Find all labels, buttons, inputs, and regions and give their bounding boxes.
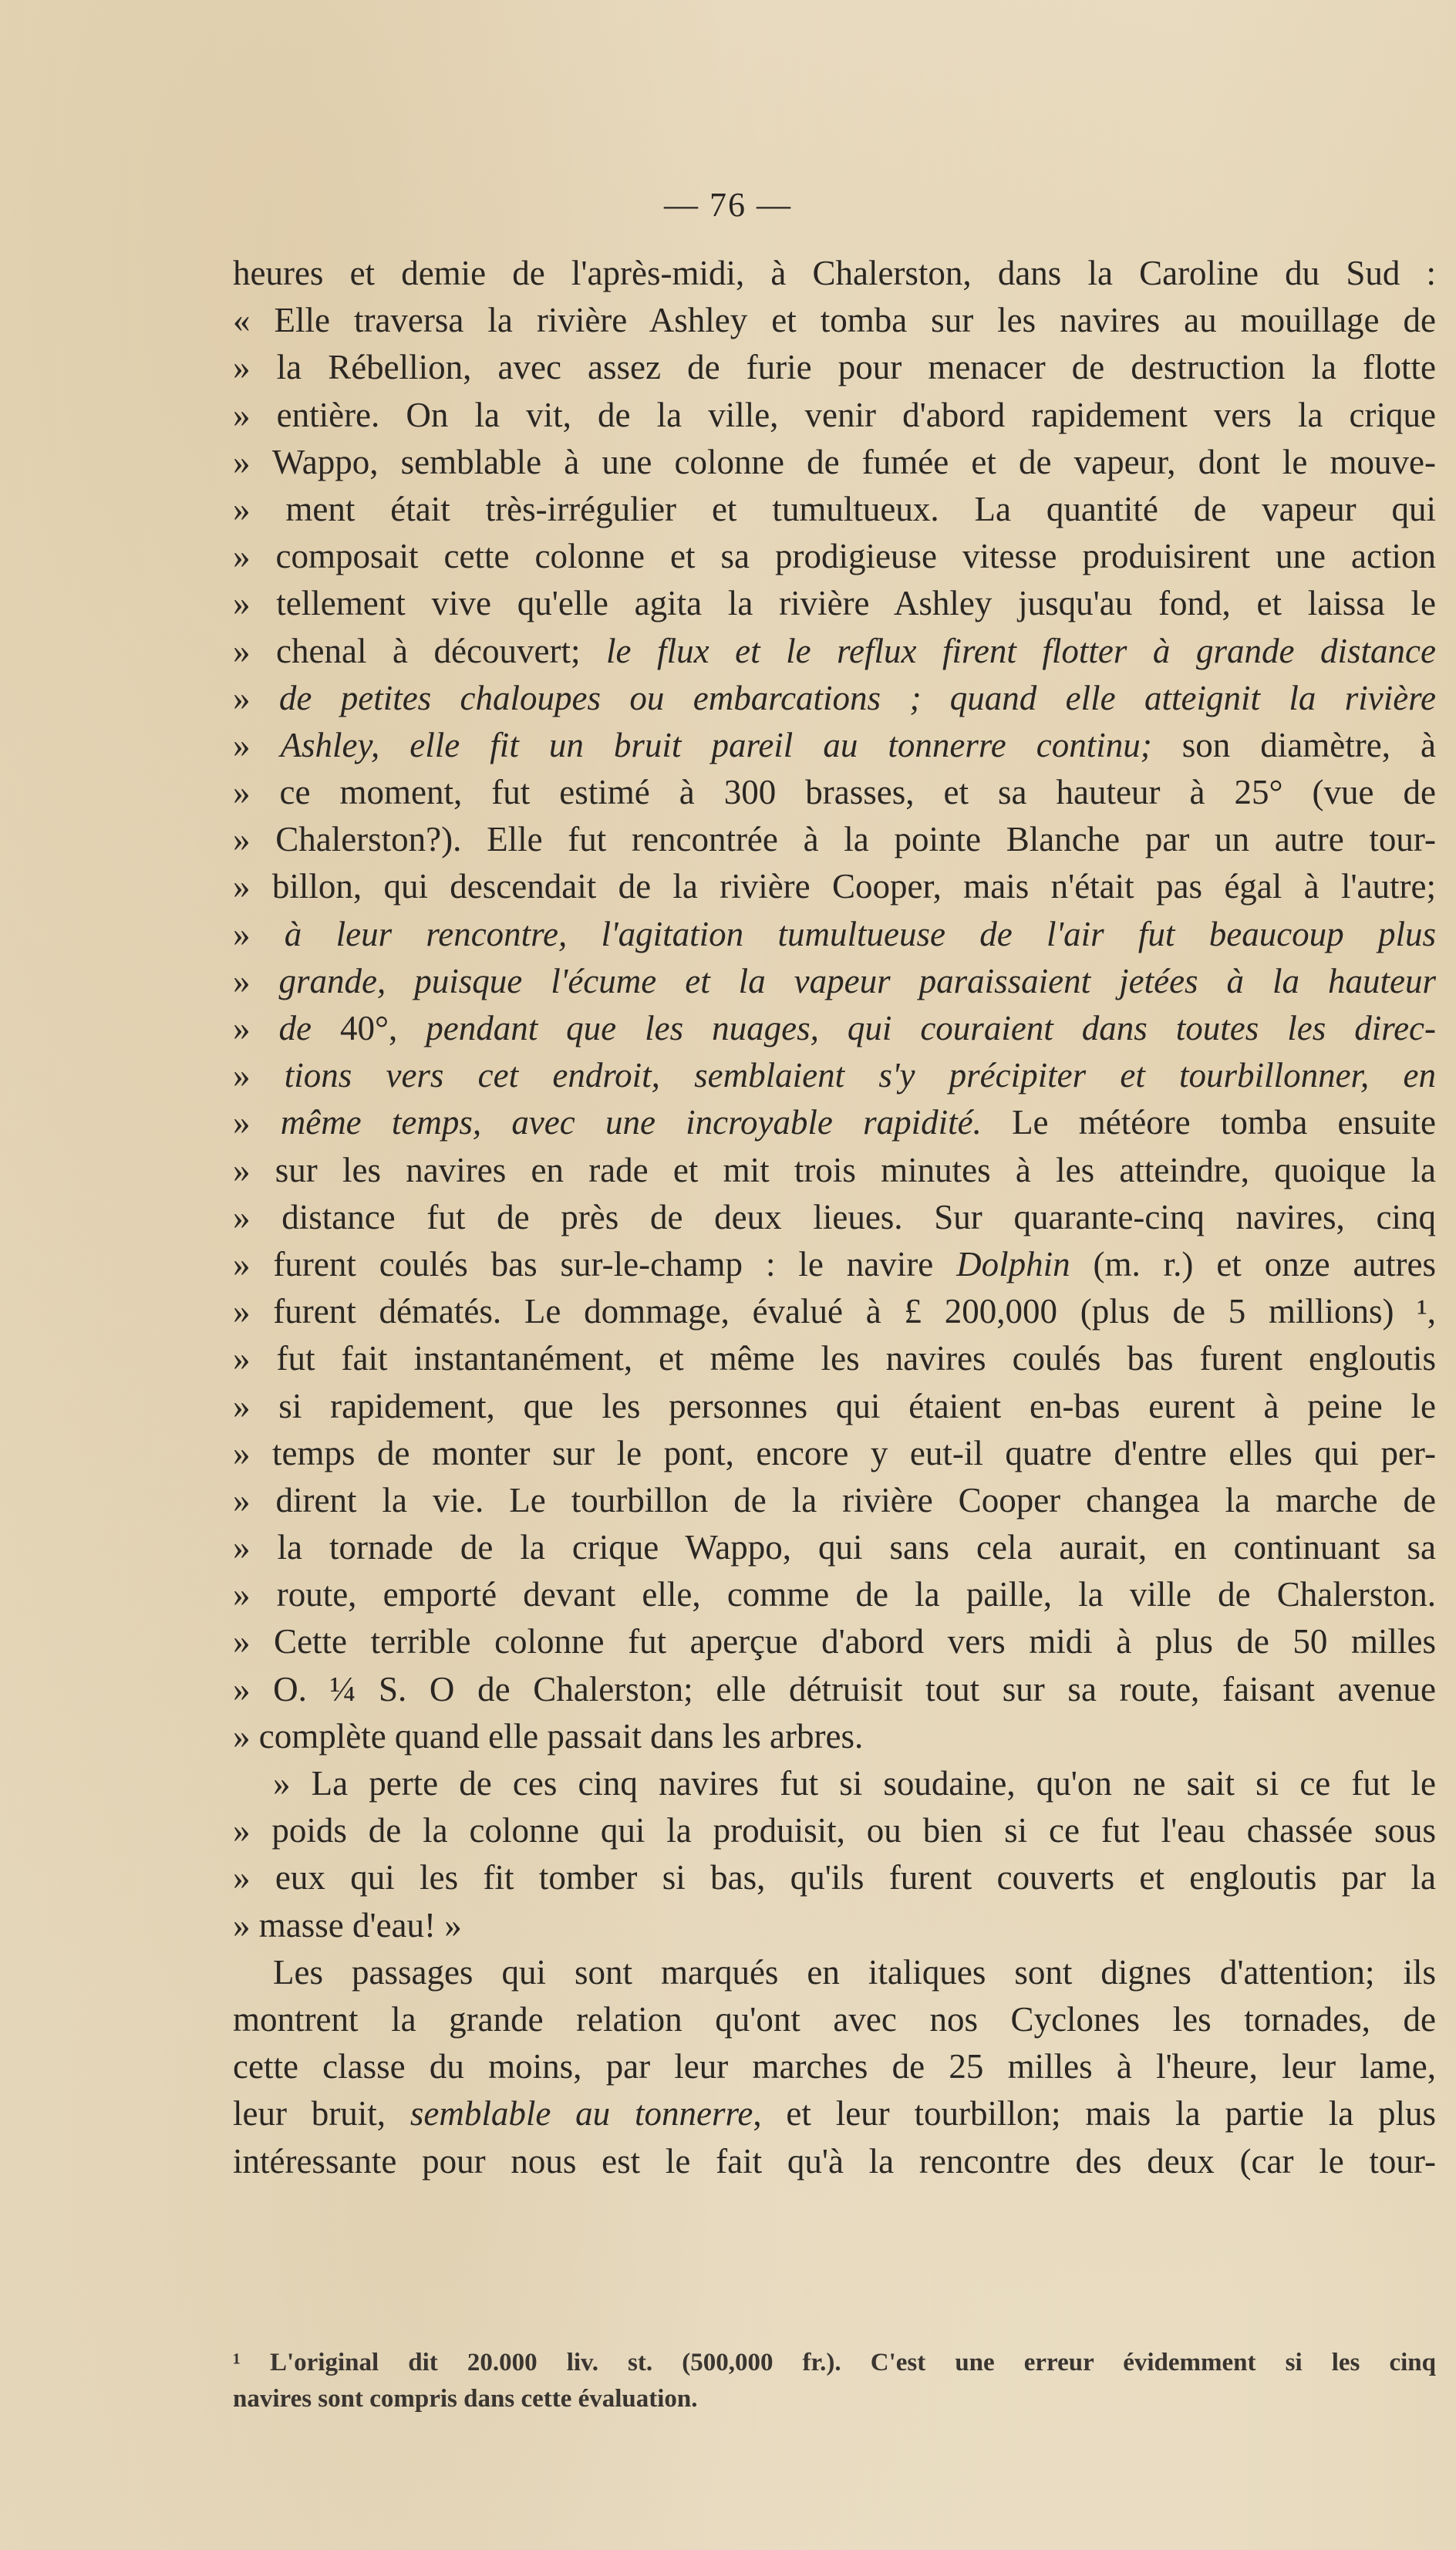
italic-segment: Ashley, elle fit un bruit pareil au tonnerre continu; xyxy=(280,725,1152,764)
text-line xyxy=(233,297,1436,344)
text-segment: » dirent la vie. Le tourbillon de la rivière Cooper changea la marche de xyxy=(233,1480,1436,1520)
text-segment: » billon, qui descendait de la rivière Cooper, mais n'était pas égal à l'autre; xyxy=(233,867,1436,906)
text-segment: » masse d'eau! » xyxy=(233,1905,462,1945)
text-line xyxy=(233,863,1436,910)
text-segment: « Elle traversa la rivière Ashley et tomba sur les navires au mouillage de xyxy=(233,301,1436,340)
text-segment: » sur les navires en rade et mit trois minutes à les atteindre, quoique la xyxy=(233,1150,1436,1189)
text-line xyxy=(233,1335,1436,1382)
text-line xyxy=(233,958,1436,1005)
text-line xyxy=(233,439,1436,486)
text-line xyxy=(233,1383,1436,1430)
text-segment: » xyxy=(233,961,279,1000)
text-line xyxy=(233,1288,1436,1335)
text-segment: » ce moment, fut estimé à 300 brasses, et sa hauteur à 25° (vue de xyxy=(233,773,1436,812)
text-line xyxy=(233,816,1436,863)
text-segment: heures et demie de l'après-midi, à Chalerston, dans la Caroline du Sud : xyxy=(233,254,1436,292)
text-segment: » route, emporté devant elle, comme de la paille, la ville de Chalerston. xyxy=(233,1575,1436,1614)
text-segment: » furent coulés bas sur-le-champ : le navire xyxy=(233,1244,957,1283)
text-segment: Les passages qui sont marqués en italiques sont dignes d'attention; ils xyxy=(273,1952,1436,1992)
text-segment: » xyxy=(233,678,279,717)
text-segment: » La perte de ces cinq navires fut si soudaine, qu'on ne sait si ce fut le xyxy=(273,1764,1436,1803)
text-segment: montrent la grande relation qu'ont avec nos Cyclones les tornades, de xyxy=(233,1999,1436,2039)
text-segment: cette classe du moins, par leur marches de 25 milles à l'heure, leur lame, xyxy=(233,2047,1436,2086)
text-line xyxy=(233,1571,1436,1618)
italic-segment: de xyxy=(278,1009,312,1047)
italic-segment: semblable au tonnerre xyxy=(410,2094,753,2133)
text-segment: leur bruit, xyxy=(233,2094,410,2133)
body-text xyxy=(233,250,1436,2185)
text-line xyxy=(233,392,1436,439)
italic-segment: Dolphin xyxy=(956,1244,1070,1283)
text-segment: » Cette terrible colonne fut aperçue d'abord vers midi à plus de 50 milles xyxy=(233,1622,1436,1661)
text-segment: , et leur tourbillon; mais la partie la plus xyxy=(753,2094,1436,2133)
text-line xyxy=(233,344,1436,391)
text-line xyxy=(233,250,1436,297)
text-segment: » furent dématés. Le dommage, évalué à £ 200,000 (plus de 5 millions) ¹, xyxy=(233,1292,1436,1331)
text-segment: » xyxy=(233,1056,285,1095)
text-segment: » eux qui les fit tomber si bas, qu'ils furent couverts et engloutis par la xyxy=(233,1858,1436,1897)
text-line xyxy=(233,1477,1436,1524)
text-line xyxy=(233,2138,1436,2185)
page-number: — 76 — xyxy=(664,186,792,224)
text-segment: intéressante pour nous est le fait qu'à la rencontre des deux (car le tour- xyxy=(233,2141,1436,2181)
text-segment: » Chalerston?). Elle fut rencontrée à la pointe Blanche par un autre tour- xyxy=(233,820,1436,859)
text-segment: » entière. On la vit, de la ville, venir d'abord rapidement vers la crique xyxy=(233,395,1436,434)
italic-segment: tions vers cet endroit, semblaient s'y précipiter et tourbillonner, en xyxy=(284,1056,1436,1095)
text-line xyxy=(233,628,1436,675)
text-segment: » tellement vive qu'elle agita la rivière Ashley jusqu'au fond, et laissa le xyxy=(233,584,1436,623)
text-segment: » complète quand elle passait dans les arbres. xyxy=(233,1716,864,1756)
text-line xyxy=(233,486,1436,533)
text-segment: » Wappo, semblable à une colonne de fumée et de vapeur, dont le mouve- xyxy=(233,442,1436,481)
text-line xyxy=(233,1524,1436,1571)
text-segment: » temps de monter sur le pont, encore y eut-il quatre d'entre elles qui per- xyxy=(233,1433,1436,1472)
text-line xyxy=(233,1760,1436,1807)
italic-segment: de petites chaloupes ou embarcations ; quand elle atteignit la rivière xyxy=(278,678,1436,717)
italic-segment: même temps, avec une incroyable rapidité. xyxy=(280,1103,982,1142)
footnote xyxy=(233,2345,1436,2417)
text-segment: » distance fut de près de deux lieues. Sur quarante-cinq navires, cinq xyxy=(233,1197,1436,1236)
text-line xyxy=(233,675,1436,722)
text-segment: » si rapidement, que les personnes qui étaient en-bas eurent à peine le xyxy=(233,1386,1436,1425)
text-segment: » xyxy=(233,1103,281,1142)
text-line xyxy=(233,1618,1436,1665)
text-segment: » fut fait instantanément, et même les navires coulés bas furent engloutis xyxy=(233,1339,1436,1378)
text-segment: » ment était très-irrégulier et tumultueux. La quantité de vapeur qui xyxy=(233,489,1436,528)
text-line xyxy=(233,769,1436,816)
text-segment: » poids de la colonne qui la produisit, ou bien si ce fut l'eau chassée sous xyxy=(233,1811,1436,1850)
footnote-line-2: navires sont compris dans cette évaluation. xyxy=(233,2385,698,2413)
text-line xyxy=(233,1713,1436,1760)
text-segment: Le météore tomba ensuite xyxy=(981,1103,1436,1142)
text-segment: » chenal à découvert; xyxy=(233,631,607,670)
text-line xyxy=(233,1241,1436,1288)
text-line xyxy=(233,580,1436,627)
italic-segment: à leur rencontre, l'agitation tumultueuse de l'air fut beaucoup plus xyxy=(284,914,1436,953)
text-line xyxy=(233,1099,1436,1146)
italic-segment: pendant que les nuages, qui couraient dans toutes les direc- xyxy=(426,1009,1436,1047)
text-segment: » la Rébellion, avec assez de furie pour menacer de destruction la flotte xyxy=(233,348,1436,387)
text-segment: » xyxy=(233,725,281,764)
text-line xyxy=(233,1996,1436,2043)
text-segment: » la tornade de la crique Wappo, qui sans cela aurait, en continuant sa xyxy=(233,1528,1436,1567)
text-segment: » O. ¼ S. O de Chalerston; elle détruisit tout sur sa route, faisant avenue xyxy=(233,1669,1436,1708)
italic-segment: le flux et le reflux firent flotter à grande distance xyxy=(606,631,1436,670)
text-line xyxy=(233,911,1436,958)
text-segment: » xyxy=(233,914,285,953)
text-line xyxy=(233,1005,1436,1052)
text-line xyxy=(233,1807,1436,1854)
text-segment: son diamètre, à xyxy=(1151,725,1436,764)
text-line xyxy=(233,1854,1436,1901)
text-line xyxy=(233,722,1436,769)
text-line xyxy=(233,2043,1436,2090)
italic-segment: grande, puisque l'écume et la vapeur paraissaient jetées à la hauteur xyxy=(278,961,1436,1000)
text-segment: (m. r.) et onze autres xyxy=(1070,1244,1436,1283)
footnote-line-1: ¹ L'original dit 20.000 liv. st. (500,000 fr.). C'est une erreur évidemment si les cinq xyxy=(233,2349,1436,2376)
text-segment: » composait cette colonne et sa prodigieuse vitesse produisirent une action xyxy=(233,537,1436,576)
text-line xyxy=(233,1902,1436,1949)
text-line xyxy=(233,533,1436,580)
text-line xyxy=(233,1194,1436,1241)
text-line xyxy=(233,1147,1436,1194)
text-line xyxy=(233,1666,1436,1713)
text-line xyxy=(233,1430,1436,1477)
text-segment: » xyxy=(233,1009,279,1047)
text-line xyxy=(233,1052,1436,1099)
text-line xyxy=(233,1949,1436,1996)
text-line xyxy=(233,2090,1436,2137)
text-segment: 40°, xyxy=(311,1009,426,1047)
